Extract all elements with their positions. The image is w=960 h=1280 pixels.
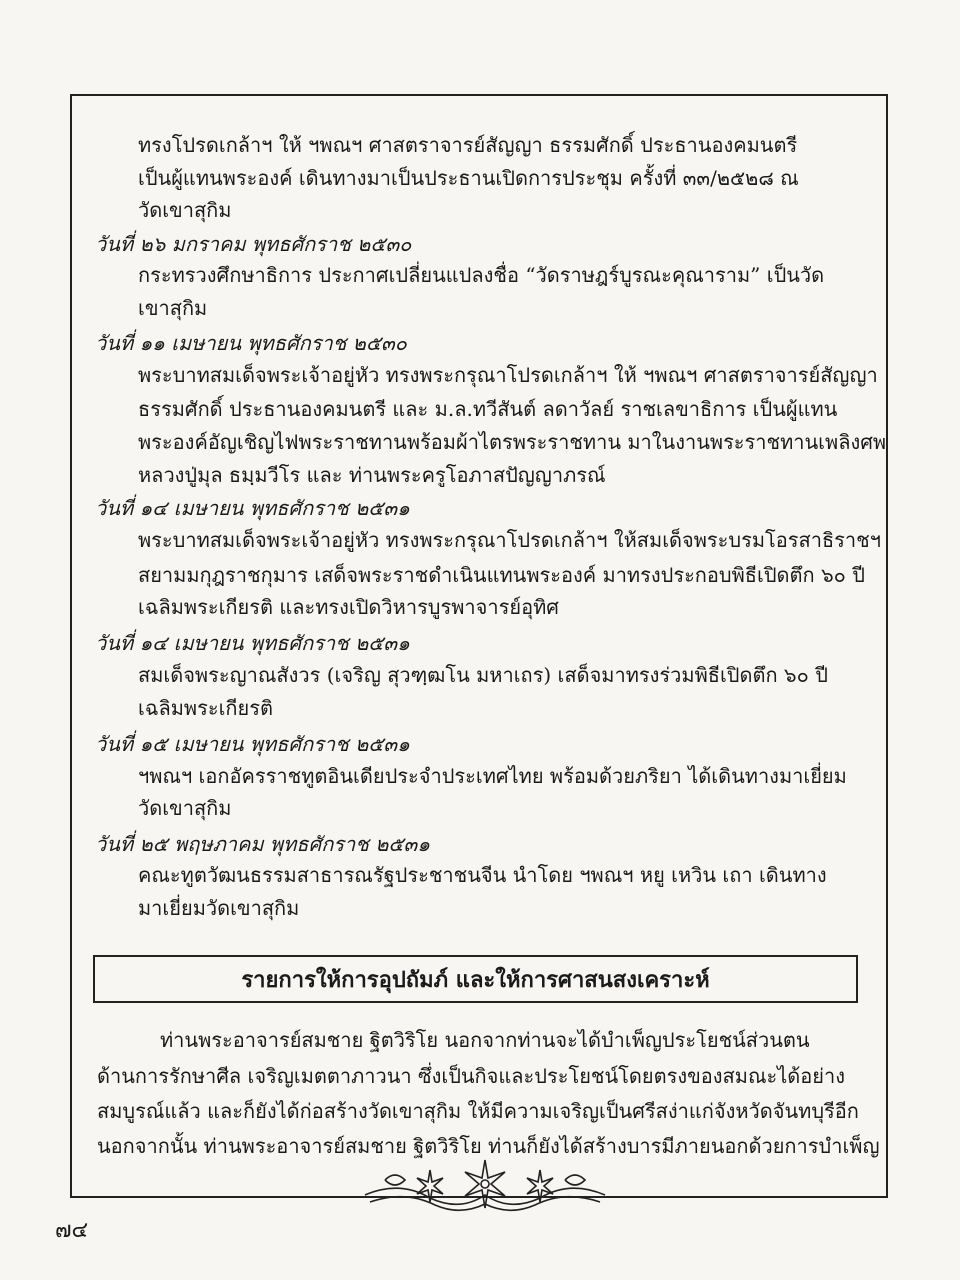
entry-date: วันที่ ๑๔ เมษายน พุทธศักราช ๒๕๓๑ [95, 631, 410, 655]
entry-text: พระองค์อัญเชิญไฟพระราชทานพร้อมผ้าไตรพระราชทาน มาในงานพระราชทานเพลิงศพ [138, 430, 887, 454]
entry-text: หลวงปู่มุล ธมฺมวีโร และ ท่านพระครูโอภาสปัญญาภรณ์ [138, 463, 606, 487]
paragraph-line: สมบูรณ์แล้ว และก็ยังได้ก่อสร้างวัดเขาสุกิม ให้มีความเจริญเป็นศรีสง่าแก่จังหวัดจันทบุรีอีก [97, 1099, 859, 1123]
paragraph-line: นอกจากนั้น ท่านพระอาจารย์สมชาย ฐิตวิริโย ท่านก็ยังได้สร้างบารมีภายนอกด้วยการบำเพ็ญ [97, 1134, 880, 1158]
entry-date: วันที่ ๑๑ เมษายน พุทธศักราช ๒๕๓๐ [95, 331, 407, 355]
floral-ornament-icon [360, 1150, 610, 1220]
page-number: ๗๔ [55, 1218, 89, 1243]
entry-text: สยามมกุฎราชกุมาร เสด็จพระราชดำเนินแทนพระองค์ มาทรงประกอบพิธีเปิดตึก ๖๐ ปี [138, 563, 865, 587]
entry-date: วันที่ ๑๔ เมษายน พุทธศักราช ๒๕๓๑ [95, 496, 410, 520]
entry-text: ทรงโปรดเกล้าฯ ให้ ฯพณฯ ศาสตราจารย์สัญญา ธรรมศักดิ์ ประธานองคมนตรี [138, 133, 798, 157]
section-heading: รายการให้การอุปถัมภ์ และให้การศาสนสงเคราะห์ [241, 967, 710, 993]
entry-text: กระทรวงศึกษาธิการ ประกาศเปลี่ยนแปลงชื่อ “วัดราษฎร์บูรณะคุณาราม” เป็นวัด [138, 263, 825, 287]
entry-date: วันที่ ๒๕ พฤษภาคม พุทธศักราช ๒๕๓๑ [95, 832, 430, 856]
entry-date: วันที่ ๑๕ เมษายน พุทธศักราช ๒๕๓๑ [95, 732, 410, 756]
entry-text: เป็นผู้แทนพระองค์ เดินทางมาเป็นประธานเปิดการประชุม ครั้งที่ ๓๓/๒๕๒๘ ณ [138, 166, 799, 190]
entry-text: มาเยี่ยมวัดเขาสุกิม [138, 896, 300, 920]
entry-date: วันที่ ๒๖ มกราคม พุทธศักราช ๒๕๓๐ [95, 232, 412, 256]
paragraph-line: ด้านการรักษาศีล เจริญเมตตาภาวนา ซึ่งเป็นกิจและประโยชน์โดยตรงของสมณะได้อย่าง [97, 1064, 846, 1088]
entry-text: เฉลิมพระเกียรติ [138, 696, 273, 720]
section-heading-box [93, 955, 858, 1003]
entry-text: ธรรมศักดิ์ ประธานองคมนตรี และ ม.ล.ทวีสันต์ ลดาวัลย์ ราชเลขาธิการ เป็นผู้แทน [138, 397, 838, 421]
entry-text: เฉลิมพระเกียรติ และทรงเปิดวิหารบูรพาจารย์อุทิศ [138, 595, 559, 619]
paragraph-line: ท่านพระอาจารย์สมชาย ฐิตวิริโย นอกจากท่านจะได้บำเพ็ญประโยชน์ส่วนตน [160, 1028, 810, 1052]
entry-text: ฯพณฯ เอกอัครราชทูตอินเดียประจำประเทศไทย พร้อมด้วยภริยา ได้เดินทางมาเยี่ยม [138, 764, 847, 788]
entry-text: พระบาทสมเด็จพระเจ้าอยู่หัว ทรงพระกรุณาโปรดเกล้าฯ ให้สมเด็จพระบรมโอรสาธิราชฯ [138, 528, 881, 552]
entry-text: พระบาทสมเด็จพระเจ้าอยู่หัว ทรงพระกรุณาโปรดเกล้าฯ ให้ ฯพณฯ ศาสตราจารย์สัญญา [138, 363, 878, 387]
entry-text: เขาสุกิม [138, 296, 208, 320]
entry-text: วัดเขาสุกิม [138, 198, 232, 222]
entry-text: สมเด็จพระญาณสังวร (เจริญ สุวฑฺฒโน มหาเถร) เสด็จมาทรงร่วมพิธีเปิดตึก ๖๐ ปี [138, 663, 828, 687]
entry-text: คณะทูตวัฒนธรรมสาธารณรัฐประชาชนจีน นำโดย ฯพณฯ หยู เหวิน เถา เดินทาง [138, 863, 827, 887]
entry-text: วัดเขาสุกิม [138, 796, 232, 820]
